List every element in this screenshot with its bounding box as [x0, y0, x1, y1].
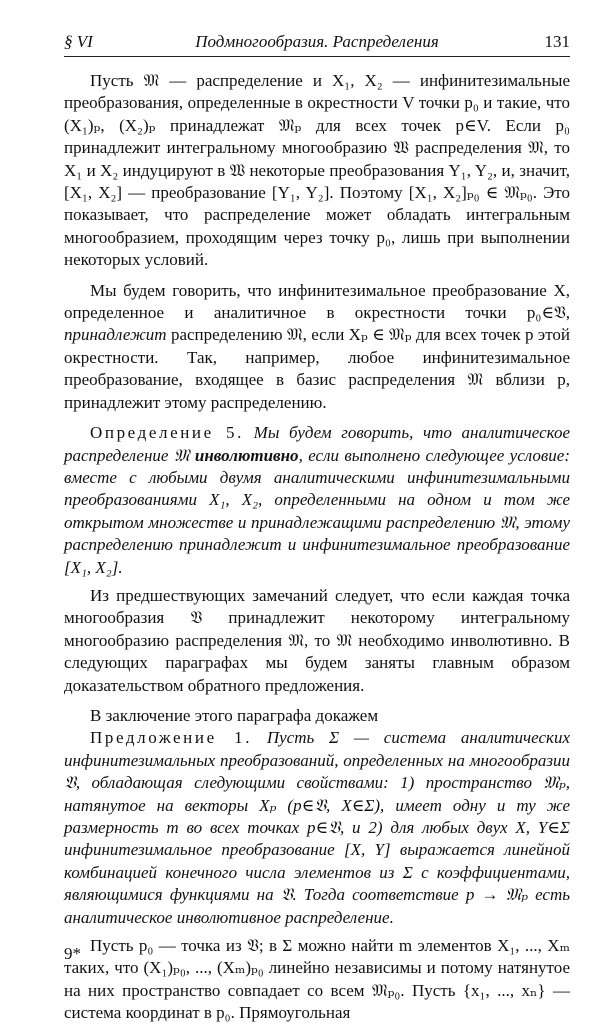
paragraph-3: Из предшествующих замечаний следует, что если каждая точка многообразия 𝔙 принадлежит некоторому интегральному многообразию распределения 𝔐, то 𝔐 необходимо инволютивно. В следующих параграфах мы будем заняты главным образом доказательством обратного предложения. [64, 585, 570, 695]
proposition-text: Пусть Σ — система аналитических инфинитезимальных преобразований, определенных на многообразии 𝔙, обладающая следующими свойствами: 1) пространство 𝔐ₚ, натянутое на векторы Xₚ (p∈𝔙, X∈Σ), имеет одну и ту же размерность m во всех точках p∈𝔙, и 2) для любых двух X, Y∈Σ инфинитезимальное преобразование [X, Y] выражается линейной комбинацией конечного числа элементов из Σ с коэффициентами, являющимися функциями на 𝔙. Тогда соответствие p → 𝔐ₚ есть аналитическое инволютивное распределение. [64, 728, 570, 927]
paragraph-5: Пусть p₀ — точка из 𝔙; в Σ можно найти m элементов X₁, ..., Xₘ таких, что (X₁)ₚ₀, ..., (Xₘ)ₚ₀ линейно независимы и потому натянутое на них пространство совпадает со всем 𝔐ₚ₀. Пусть {x₁, ..., xₙ} — система координат в p₀. Прямоугольная [64, 936, 570, 1023]
paragraph-2-text-a: Мы будем говорить, что инфинитезимальное преобразование X, определенное и аналитичное в окрестности точки p₀∈𝔙, [64, 280, 570, 323]
definition-5 [64, 422, 570, 579]
chapter-title: Подмногообразия. Распределения [195, 32, 439, 51]
term-belongs: принадлежит [64, 325, 167, 345]
paragraph-1: Пусть 𝔐 — распределение и X₁, X₂ — инфинитезимальные преобразования, определенные в окрестности V точки p₀ и такие, что (X₁)ₚ, (X₂)ₚ принадлежат 𝔐ₚ для всех точек p∈V. Если p₀ принадлежит интегральному многообразию 𝔚 распределения 𝔐, то X₁ и X₂ индуцируют в 𝔚 некоторые преобразования Y₁, Y₂, и, значит, [X₁, X₂] — преобразование [Y₁, Y₂]. Поэтому [X₁, X₂]ₚ₀ ∈ 𝔐ₚ₀. Это показывает, что распределение может обладать интегральным многообразием, проходящим через точку p₀, лишь при выполнении некоторых условий. [64, 71, 570, 270]
header-rule [64, 56, 570, 57]
proposition-1 [64, 727, 570, 929]
page-number: 131 [544, 32, 570, 51]
term-involutive: инволютивно [194, 445, 299, 465]
paragraph-2 [64, 280, 570, 414]
definition-label: Определение 5. [90, 423, 244, 443]
paragraph-4: В заключение этого параграфа докажем [90, 705, 379, 725]
paragraph-2-text-c: распределению 𝔐, если Xₚ ∈ 𝔐ₚ для всех точек p этой окрестности. Так, например, любое инфинитезимальное преобразование, входящее в базис распределения 𝔐 вблизи p, принадлежит этому распределению. [64, 325, 570, 412]
proposition-label: Предложение 1. [90, 728, 253, 748]
signature-mark: 9* [64, 944, 81, 963]
section-number: § VI [64, 32, 93, 51]
definition-text-a: Мы будем говорить, что аналитическое распределение 𝔐 [64, 423, 570, 465]
text-body [64, 70, 570, 1025]
running-header [64, 30, 570, 54]
definition-text-c: , если выполнено следующее условие: вместе с любыми двумя аналитическими инфинитезимальными преобразованиями X₁, X₂, определенными на одном и том же открытом множестве и принадлежащими распределению 𝔐, этому распределению принадлежит и инфинитезимальное преобразование [X₁, X₂]. [64, 445, 570, 577]
